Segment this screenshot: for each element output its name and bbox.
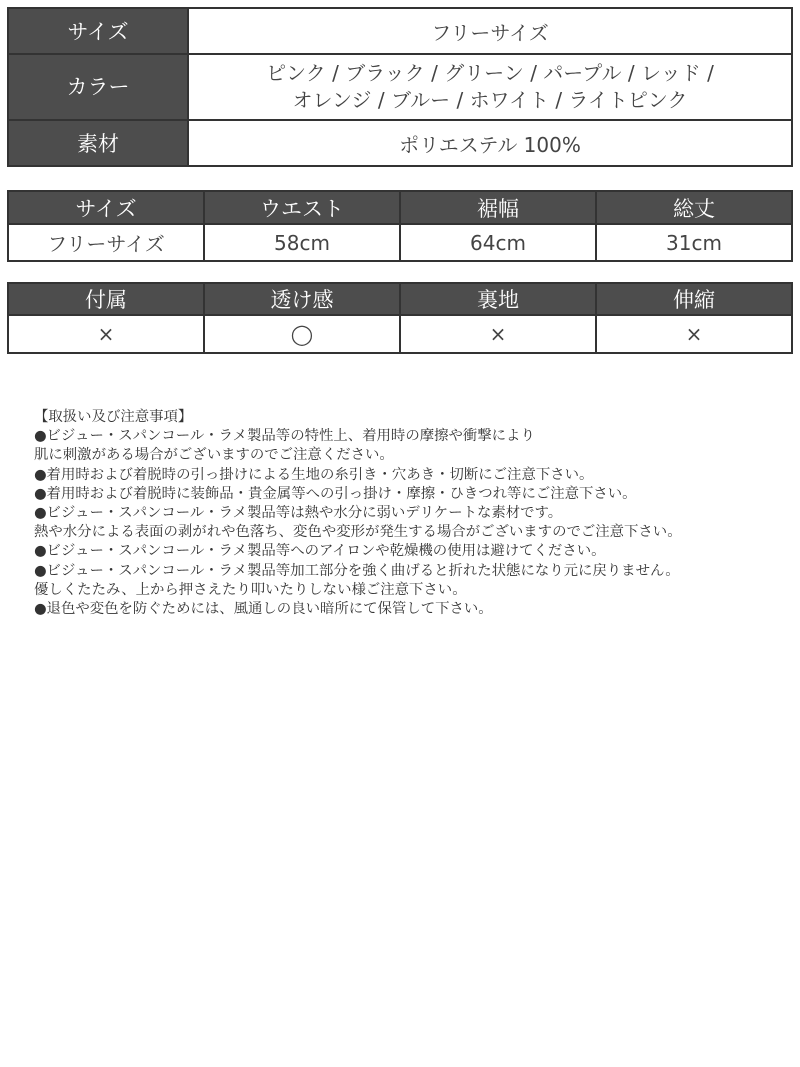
spec-table (7, 7, 793, 167)
care-notes (34, 408, 794, 619)
size-table-row (8, 224, 792, 261)
spec-color-value (188, 54, 792, 120)
spec-size-label: サイズ (8, 8, 188, 54)
spec-row-color (8, 54, 792, 120)
spec-row-material (8, 120, 792, 166)
care-note-line: ●着用時および着脱時の引っ掛けによる生地の糸引き・穴あき・切断にご注意下さい。 (34, 466, 594, 483)
size-header-waist: ウエスト (204, 191, 400, 224)
care-note-line: 優しくたたみ、上から押さえたり叩いたりしない様ご注意下さい。 (34, 581, 467, 598)
feature-header-lining: 裏地 (400, 283, 596, 315)
spec-material-value: ポリエステル 100% (188, 120, 792, 166)
size-value-total-length: 31cm (596, 224, 792, 261)
feature-header-stretch: 伸縮 (596, 283, 792, 315)
spec-color-label: カラー (8, 54, 188, 120)
feature-table (7, 282, 793, 354)
spec-color-value-line1: ピンク / ブラック / グリーン / パープル / レッド / (266, 61, 714, 85)
size-header-size: サイズ (8, 191, 204, 224)
size-header-hem-width: 裾幅 (400, 191, 596, 224)
spec-size-value: フリーサイズ (188, 8, 792, 54)
size-value-waist: 58cm (204, 224, 400, 261)
feature-header-accessories: 付属 (8, 283, 204, 315)
feature-value-accessories: × (8, 315, 204, 353)
spec-material-label: 素材 (8, 120, 188, 166)
feature-value-lining: × (400, 315, 596, 353)
care-notes-title: 【取扱い及び注意事項】 (34, 409, 193, 425)
feature-header-sheerness: 透け感 (204, 283, 400, 315)
care-note-line: ●ビジュー・スパンコール・ラメ製品等加工部分を強く曲げると折れた状態になり元に戻りません。 (34, 562, 680, 579)
size-table-header-row (8, 191, 792, 224)
spec-row-size (8, 8, 792, 54)
size-value-hem-width: 64cm (400, 224, 596, 261)
size-value-size: フリーサイズ (8, 224, 204, 261)
care-note-line: ●着用時および着脱時に装飾品・貴金属等への引っ掛け・摩擦・ひきつれ等にご注意下さい。 (34, 485, 637, 502)
feature-table-row (8, 315, 792, 353)
feature-value-stretch: × (596, 315, 792, 353)
spec-color-value-line2: オレンジ / ブルー / ホワイト / ライトピンク (292, 88, 688, 112)
size-table (7, 190, 793, 262)
care-note-line: 肌に刺激がある場合がございますのでご注意ください。 (34, 447, 394, 464)
feature-value-sheerness: ◯ (204, 315, 400, 353)
care-note-line: 熱や水分による表面の剥がれや色落ち、変色や変形が発生する場合がございますのでご注意下さい。 (34, 524, 682, 541)
care-note-line: ●ビジュー・スパンコール・ラメ製品等の特性上、着用時の摩擦や衝撃により (34, 428, 535, 445)
feature-table-header-row (8, 283, 792, 315)
care-note-line: ●退色や変色を防ぐためには、風通しの良い暗所にて保管して下さい。 (34, 601, 493, 618)
size-header-total-length: 総丈 (596, 191, 792, 224)
care-note-line: ●ビジュー・スパンコール・ラメ製品等へのアイロンや乾燥機の使用は避けてください。 (34, 543, 606, 560)
care-note-line: ●ビジュー・スパンコール・ラメ製品等は熱や水分に弱いデリケートな素材です。 (34, 505, 563, 522)
